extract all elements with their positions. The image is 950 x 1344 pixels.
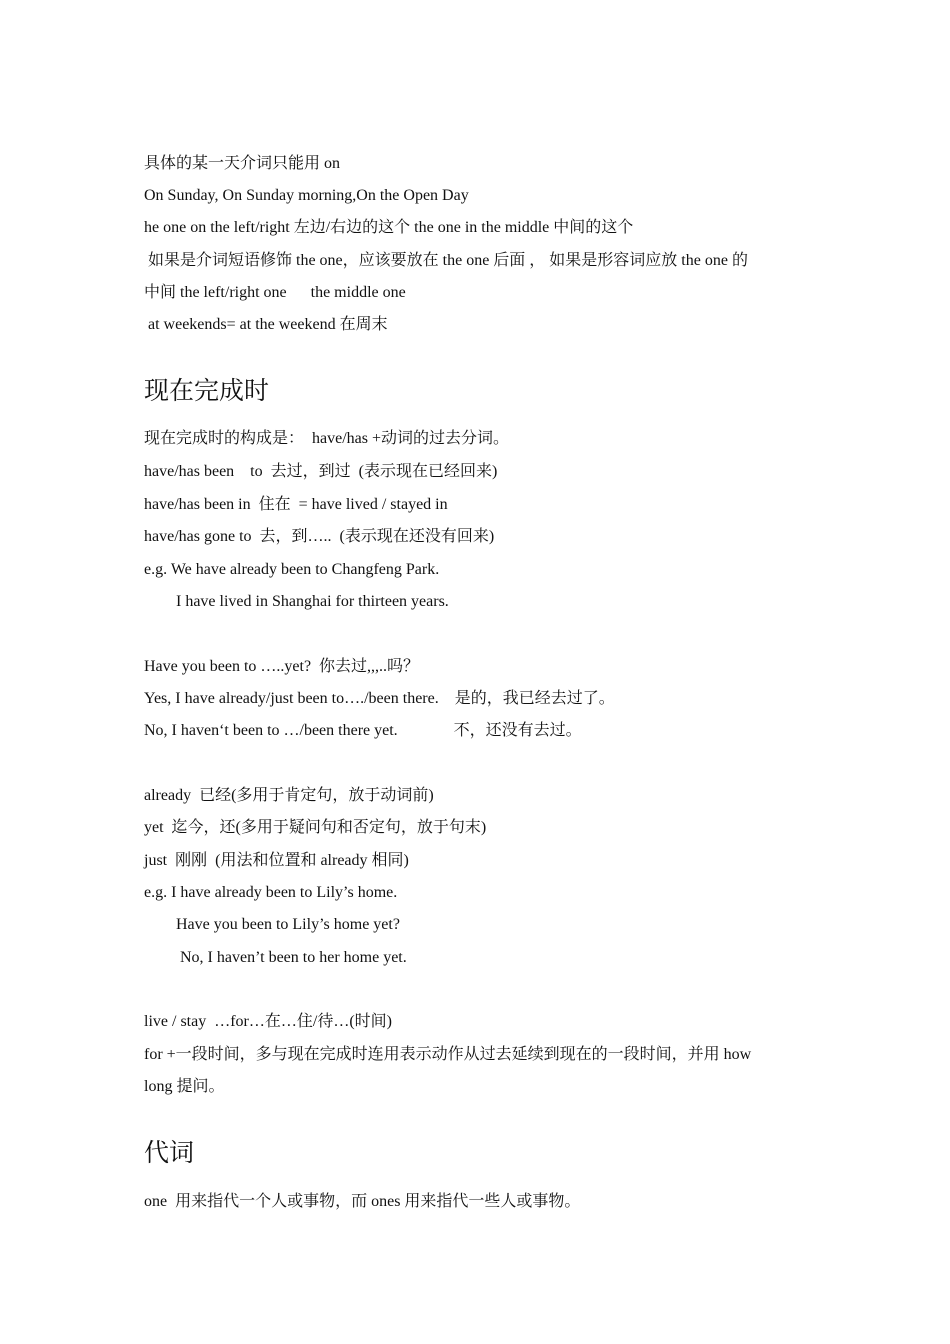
text-line: long 提问。	[144, 1078, 225, 1095]
text-line: Yes, I have already/just been to…./been there. 是的，我已经去过了。	[144, 690, 615, 707]
section-heading: 现在完成时	[144, 376, 270, 405]
text-line: e.g. We have already been to Changfeng Park.	[144, 561, 440, 578]
text-line: e.g. I have already been to Lily’s home.	[144, 884, 398, 901]
text-line: No, I haven’t been to her home yet.	[144, 949, 407, 966]
text-line: have/has been to 去过，到过 (表示现在已经回来)	[144, 463, 498, 480]
text-line: have/has gone to 去，到….. (表示现在还没有回来)	[144, 528, 495, 545]
text-line: I have lived in Shanghai for thirteen years.	[144, 593, 449, 610]
text-line: live / stay …for…在…住/待…(时间)	[144, 1013, 392, 1030]
text-line: he one on the left/right 左边/右边的这个 the one in the middle 中间的这个	[144, 219, 634, 236]
text-line: have/has been in 住在 = have lived / stayed in	[144, 496, 448, 513]
text-line: at weekends= at the weekend 在周末	[144, 316, 388, 333]
text-line: for +一段时间，多与现在完成时连用表示动作从过去延续到现在的一段时间，并用 how	[144, 1046, 752, 1063]
text-line: 具体的某一天介词只能用 on	[144, 155, 341, 172]
text-line: yet 迄今，还(多用于疑问句和否定句，放于句末)	[144, 819, 487, 836]
text-line: 现在完成时的构成是： have/has +动词的过去分词。	[144, 430, 510, 447]
text-line: 中间 the left/right one the middle one	[144, 284, 406, 301]
text-line: On Sunday, On Sunday morning,On the Open Day	[144, 187, 469, 204]
text-line: Have you been to Lily’s home yet?	[144, 916, 400, 933]
section-heading: 代词	[144, 1138, 195, 1167]
text-line: Have you been to …..yet? 你去过,,,..吗？	[144, 658, 420, 675]
text-line: already 已经(多用于肯定句，放于动词前)	[144, 787, 434, 804]
text-line: just 刚刚 (用法和位置和 already 相同)	[144, 852, 409, 869]
text-line: 如果是介词短语修饰 the one，应该要放在 the one 后面 ， 如果是形容词应放 the one 的	[144, 252, 748, 269]
text-line: No, I haven‘t been to …/been there yet. 不，还没有去过。	[144, 722, 582, 739]
text-line: one 用来指代一个人或事物，而 ones 用来指代一些人或事物。	[144, 1193, 581, 1210]
